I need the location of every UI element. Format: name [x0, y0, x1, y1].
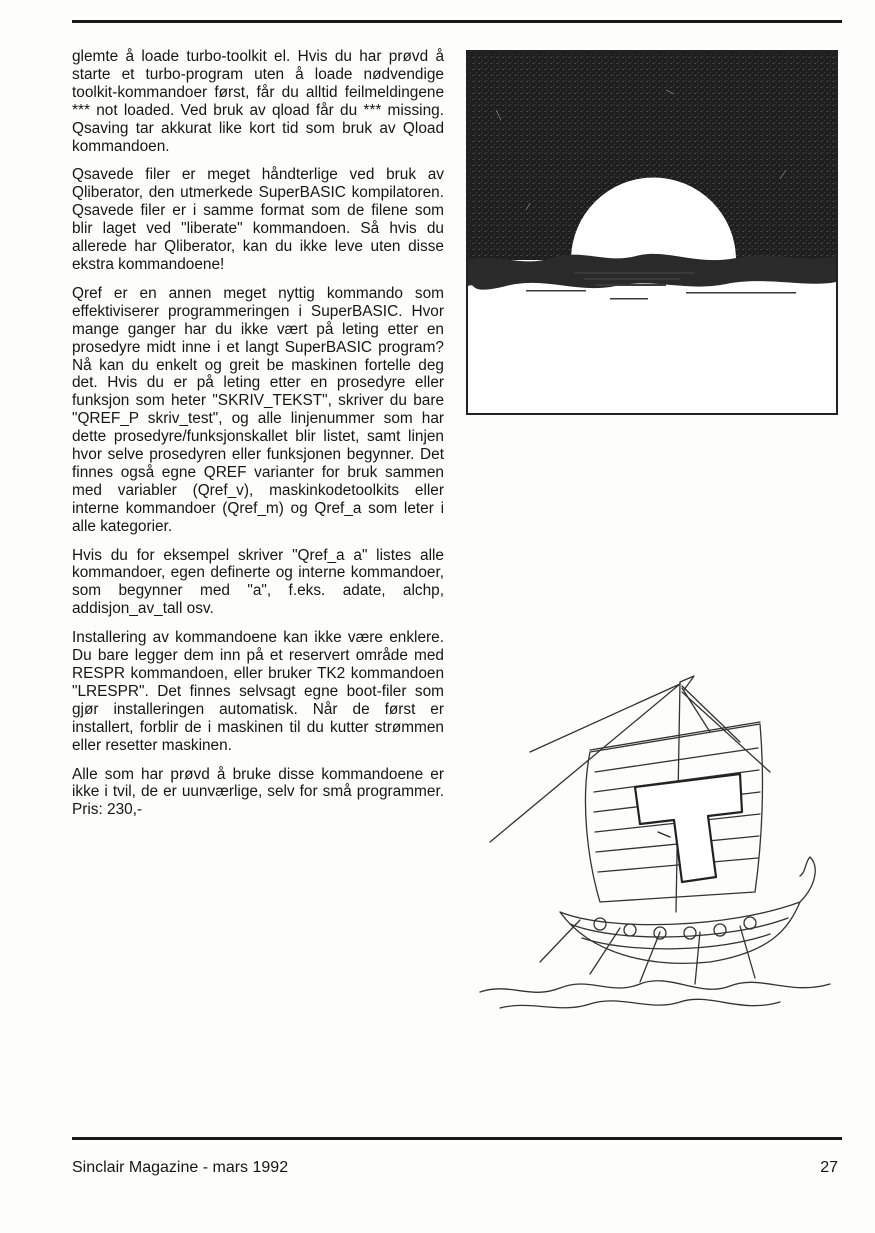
viking-ship-illustration [470, 662, 850, 1037]
paragraph-3: Qref er en annen meget nyttig kommando som effektiviserer programmeringen i SuperBASIC. Hvor mange ganger har du ikke vært på leting etter en prosedyre midt inne i et langt SuperBASIC program? Nå kan du enkelt og greit be maskinen fortelle deg det. Hvis du er på leting etter en prosedyre eller funksjon som heter "SKRIV_TEKST", skriver du bare "QREF_P skriv_test", og alle linjenummer som har dette prosedyre/funksjonskallet blir listet, samt linjen hvor selve prosedyren eller funksjonen begynner. Det finnes også egne QREF varianter for bruk sammen med variabler (Qref_v), maskinkodetoolkits eller interne kommandoer (Qref_m) og Qref_a som leter i alle kategorier. [72, 284, 444, 535]
paragraph-1: glemte å loade turbo-toolkit el. Hvis du har prøvd å starte et turbo-program uten å loade nødvendige toolkit-kommandoer først, får du alltid feilmeldingene *** not loaded. Ved bruk av qload får du *** missing. Qsaving tar akkurat like kort tid som bruk av Qload kommandoen. [72, 48, 444, 155]
paragraph-5: Installering av kommandoene kan ikke være enklere. Du bare legger dem inn på et reservert område med RESPR kommandoen, eller bruker TK2 kommandoen "LRESPR". Det finnes selvsagt egne boot-filer som gjør installeringen automatisk. Når de først er installert, forblir de i maskinen til du kutter strømmen eller resetter maskinen. [72, 629, 444, 754]
footer-magazine-name: Sinclair Magazine - mars 1992 [72, 1159, 289, 1176]
footer-page-number: 27 [820, 1159, 838, 1176]
paragraph-4: Hvis du for eksempel skriver "Qref_a a" listes alle kommandoer, egen definerte og interne kommandoer, som begynner med "a", f.eks. adate, alchp, addisjon_av_tall osv. [72, 546, 444, 618]
paragraph-2: Qsavede filer er meget håndterlige ved bruk av Qliberator, den utmerkede SuperBASIC kompilatoren. Qsavede filer er i samme format som de filene som blir laget ved "liberate" kommandoen. Så hvis du allerede har Qliberator, kan du ikke leve uten disse ekstra kommandoene! [72, 166, 444, 273]
paragraph-6: Alle som har prøvd å bruke disse kommandoene er ikke i tvil, de er uunværlige, selv for små programmer. Pris: 230,- [72, 765, 444, 819]
article-column [72, 48, 444, 830]
bottom-rule [72, 1137, 842, 1140]
top-rule [72, 20, 842, 23]
sunset-illustration [466, 50, 838, 415]
